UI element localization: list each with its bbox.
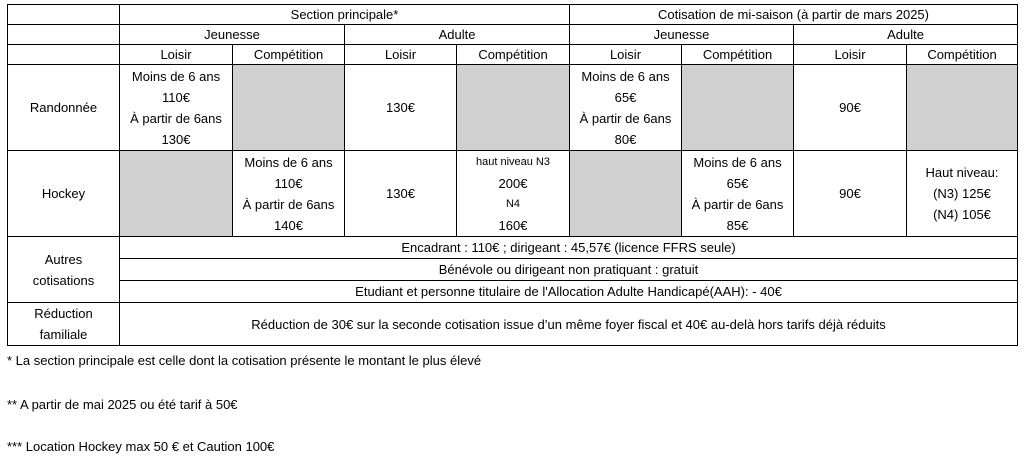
cell-line: À partir de 6ans [242, 196, 335, 212]
cell-line: Moins de 6 ans [693, 154, 782, 170]
header-competition: Compétition [233, 45, 345, 65]
cell-line: N4 [505, 197, 521, 210]
cell-line: (N3) 125€ [933, 186, 991, 201]
empty-cell [907, 65, 1018, 151]
header-loisir: Loisir [120, 45, 233, 65]
cell-line: À partir de 6ans [691, 196, 784, 212]
cell-principal-adulte-competition [457, 151, 570, 237]
table-row-autres-3 [8, 281, 1018, 303]
cell-line: Moins de 6 ans [581, 68, 670, 84]
cell-line: À partir de 6ans [579, 110, 672, 126]
row-label-autres-cotisations [8, 237, 120, 303]
header-adulte: Adulte [345, 25, 570, 45]
cell-mi-adulte-competition [907, 151, 1018, 237]
cell-mi-adulte-loisir: 90€ [794, 65, 907, 151]
header-jeunesse: Jeunesse [570, 25, 794, 45]
cell-line: 80€ [614, 131, 637, 147]
table-row-reduction [8, 303, 1018, 346]
cell-mi-adulte-loisir: 90€ [794, 151, 907, 237]
header-competition: Compétition [457, 45, 570, 65]
empty-cell [457, 65, 570, 151]
cell-line: 200€ [498, 175, 528, 191]
cell-principal-adulte-loisir: 130€ [345, 151, 457, 237]
header-loisir: Loisir [570, 45, 682, 65]
row-label-line: Autres [44, 251, 83, 267]
cell-line: 110€ [162, 89, 190, 105]
cell-principal-jeunesse-loisir [120, 65, 233, 151]
header-jeunesse: Jeunesse [120, 25, 345, 45]
cell-line: À partir de 6ans [130, 110, 222, 126]
header-loisir: Loisir [794, 45, 907, 65]
cell-line: 65€ [726, 175, 749, 191]
cell-line: 110€ [274, 175, 303, 191]
footnote-tarif-mai: ** A partir de mai 2025 ou été tarif à 50€ [7, 397, 238, 412]
table-row-hockey [8, 151, 1018, 237]
footnote-location-hockey: *** Location Hockey max 50 € et Caution 100€ [7, 439, 275, 454]
row-label-reduction-familiale [8, 303, 120, 346]
reduction-text: Réduction de 30€ sur la seconde cotisation issue d’un même foyer fiscal et 40€ au-delà hors tarifs déjà réduits [120, 303, 1018, 346]
cell-mi-jeunesse-competition [682, 151, 794, 237]
cell-mi-jeunesse-loisir [570, 65, 682, 151]
footnote-section-principale: * La section principale est celle dont la cotisation présente le montant le plus élevé [7, 353, 482, 368]
empty-cell [233, 65, 345, 151]
cell-line: 65€ [614, 89, 637, 105]
corner-cell [8, 25, 120, 45]
cell-line: 160€ [498, 217, 528, 233]
header-row-types [8, 45, 1018, 65]
cell-line: 85€ [726, 217, 749, 233]
cell-principal-jeunesse-competition [233, 151, 345, 237]
table-row-autres-2 [8, 259, 1018, 281]
row-label-line: Réduction [34, 306, 93, 321]
autres-line-etudiant: Etudiant et personne titulaire de l'Allocation Adulte Handicapé(AAH): - 40€ [120, 281, 1018, 303]
cell-line: (N4) 105€ [933, 207, 991, 222]
tarifs-table [7, 4, 1018, 346]
cell-line: Haut niveau: [925, 165, 999, 180]
header-cotisation-mi-saison: Cotisation de mi-saison (à partir de mars 2025) [570, 5, 1018, 25]
header-loisir: Loisir [345, 45, 457, 65]
header-row-sections [8, 5, 1018, 25]
table-row-autres-1 [8, 237, 1018, 259]
empty-cell [120, 151, 233, 237]
header-section-principale: Section principale* [120, 5, 570, 25]
cell-line: Moins de 6 ans [244, 154, 333, 170]
cell-principal-adulte-loisir: 130€ [345, 65, 457, 151]
header-row-groups [8, 25, 1018, 45]
cell-line: Moins de 6 ans [131, 68, 221, 84]
row-label-randonnee: Randonnée [8, 65, 120, 151]
cell-line: 130€ [161, 131, 191, 147]
cell-line: haut niveau N3 [476, 155, 550, 168]
row-label-hockey: Hockey [8, 151, 120, 237]
autres-line-benevole: Bénévole ou dirigeant non pratiquant : gratuit [120, 259, 1018, 281]
autres-line-encadrant: Encadrant : 110€ ; dirigeant : 45,57€ (licence FFRS seule) [120, 237, 1018, 259]
row-label-line: familiale [39, 327, 88, 342]
corner-cell [8, 45, 120, 65]
header-competition: Compétition [907, 45, 1018, 65]
cell-line: 140€ [274, 217, 303, 233]
empty-cell [682, 65, 794, 151]
corner-cell [8, 5, 120, 25]
header-adulte: Adulte [794, 25, 1018, 45]
empty-cell [570, 151, 682, 237]
header-competition: Compétition [682, 45, 794, 65]
table-row-randonnee [8, 65, 1018, 151]
row-label-line: cotisations [32, 272, 95, 288]
